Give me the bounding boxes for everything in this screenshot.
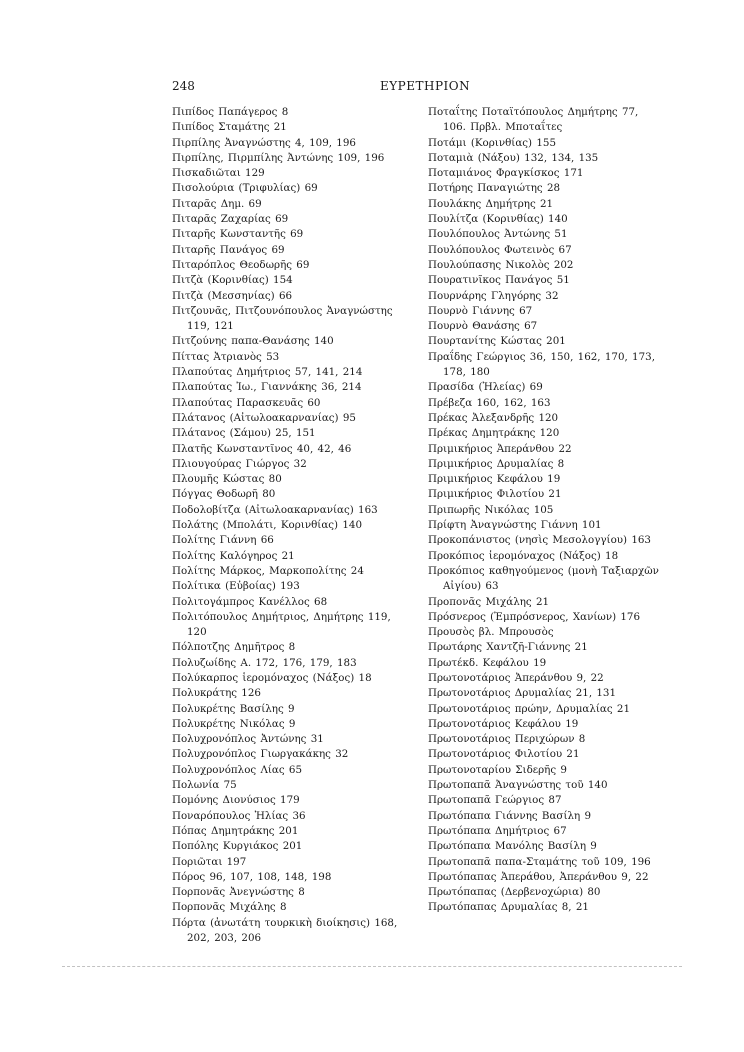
index-entry: Πρωτονοταρίου Σιδερῆς 9 [428, 763, 567, 776]
index-entry: Ποτάμι (Κορινθίας) 155 [428, 136, 556, 149]
index-entry: Πλάτανος (Αἰτωλοακαρνανίας) 95 [172, 411, 356, 424]
index-entry: Πουλόπουλος Φωτεινὸς 67 [428, 243, 572, 256]
index-entry: Πρέκας Ἀλεξανδρῆς 120 [428, 411, 559, 424]
index-entry: Πρωτονοτάριος Περιχώρων 8 [428, 733, 586, 746]
index-entry: Πολυχρονόπλος Ἀντώνης 31 [172, 733, 324, 746]
index-entry: Ποριῶται 197 [172, 855, 247, 868]
index-entry: Πόγγας Θοδωρῆ 80 [172, 488, 276, 501]
index-entry: Πορπονᾶς Μιχάλης 8 [172, 901, 287, 914]
index-entry: Πρωτόπαπα Γιάννης Βασίλη 9 [428, 809, 592, 822]
index-entry: Πρωτόπαπα Δημήτριος 67 [428, 824, 567, 837]
index-entry: Πουλάκης Δημήτρης 21 [428, 197, 554, 210]
index-entry: Πουλίτζα (Κορινθίας) 140 [428, 213, 568, 226]
index-entry: Πουλούπασης Νικολὸς 202 [428, 258, 574, 271]
index-entry: Πισολούρια (Τριφυλίας) 69 [172, 182, 318, 195]
index-entry: Ποδολοβίτζα (Αἰτωλοακαρνανίας) 163 [172, 503, 378, 516]
page-number: 248 [172, 79, 195, 93]
index-entry: Πολάτης (Μπολάτι, Κορινθίας) 140 [172, 519, 362, 532]
index-entry: Πιταρόπλος Θεοδωρῆς 69 [172, 258, 310, 271]
index-entry: Πόρος 96, 107, 108, 148, 198 [172, 870, 332, 883]
index-entry: Ποπόλης Κυργιάκος 201 [172, 840, 303, 853]
index-entry: Πολίτικα (Εὐβοίας) 193 [172, 580, 300, 593]
index-entry: Πρωτονοτάριος Ἀπεράνθου 9, 22 [428, 671, 604, 684]
index-entry: Πρίφτη Ἀναγνώστης Γιάννη 101 [428, 519, 602, 532]
index-entry: Πολιτογάμπρος Κανέλλος 68 [172, 595, 328, 608]
scan-artifact-line [62, 966, 682, 967]
index-entry: Προπονᾶς Μιχάλης 21 [428, 595, 550, 608]
index-entry: Πρωτονοτάριος Φιλοτίου 21 [428, 748, 580, 761]
index-entry: Πουρτανίτης Κώστας 201 [428, 335, 566, 348]
index-entry: Πιταρῆς Κωνσταντῆς 69 [172, 228, 304, 241]
index-entry: Πλουμῆς Κώστας 80 [172, 473, 282, 486]
index-entry: Πρωτοπαπᾶ Γεώργιος 87 [428, 794, 562, 807]
index-entry: Πριμικήριος Φιλοτίου 21 [428, 488, 562, 501]
index-entry: Πρωτόπαπας Δρυμαλίας 8, 21 [428, 901, 589, 914]
index-entry: Ποταΐτης Ποταϊτόπουλος Δημήτρης 77, 106. Πρβλ. Μποταΐτες [428, 106, 639, 134]
index-entry: Ποναρόπουλος Ἠλίας 36 [172, 809, 306, 822]
index-entry: Προκόπιος καθηγούμενος (μονὴ Ταξιαρχῶν Αἰγίου) 63 [428, 564, 659, 593]
index-entry: Πιπίδος Παπάγερος 8 [172, 106, 289, 118]
index-entry: Πορπονᾶς Ἀνεγνώστης 8 [172, 886, 305, 899]
index-entry: Πριπωρῆς Νικόλας 105 [428, 503, 554, 516]
index-entry: Πολυχρονόπλος Λίας 65 [172, 763, 303, 776]
index-entry: Πρωτέκδ. Κεφάλου 19 [428, 656, 547, 669]
index-entry: Πουλόπουλος Ἀντώνης 51 [428, 228, 568, 241]
index-entry: Πουρνάρης Γληγόρης 32 [428, 289, 559, 302]
index-entry: Προκόπιος ἱερομόναχος (Νάξος) 18 [428, 549, 619, 562]
index-entry: Πολύκαρπος ἱερομόναχος (Νάξος) 18 [172, 671, 372, 684]
index-entry: Πρωτόπαπα Μανόλης Βασίλη 9 [428, 840, 597, 853]
index-entry: Πλάτανος (Σάμου) 25, 151 [172, 427, 316, 440]
index-entry: Πιταρᾶς Δημ. 69 [172, 197, 262, 210]
index-entry: Πόλποτζης Δημῆτρος 8 [172, 641, 296, 654]
index-entry: Πλιουγούρας Γιώργος 32 [172, 457, 307, 470]
index-entry: Πολυκρέτης Βασίλης 9 [172, 702, 295, 715]
index-entry: Πολυκράτης 126 [172, 687, 261, 700]
index-entry: Πολυχρονόπλος Γιωργακάκης 32 [172, 748, 349, 761]
index-entry: Πρωτοπαπᾶ παπα-Σταμάτης τοῦ 109, 196 [428, 855, 651, 868]
index-entry: Πολίτης Μάρκος, Μαρκοπολίτης 24 [172, 564, 364, 577]
index-entry: Πολυζωίδης Α. 172, 176, 179, 183 [172, 656, 357, 669]
index-entry: Πλαπούτας Δημήτριος 57, 141, 214 [172, 366, 363, 379]
index-entry: Πρωτονοτάριος Κεφάλου 19 [428, 717, 579, 730]
index-entry: Πλαπούτας Παρασκευᾶς 60 [172, 396, 321, 409]
index-entry: Προυσὸς βλ. Μπρουσὸς [428, 626, 554, 639]
index-entry: Προκοπάνιστος (νησὶς Μεσολογγίου) 163 [428, 534, 651, 547]
index-entry: Πιτζούνης παπα-Θανάσης 140 [172, 335, 334, 348]
index-entry: Πιρπίλης, Πιρμπίλης Ἀντώνης 109, 196 [172, 151, 385, 164]
index-entry: Πραΐδης Γεώργιος 36, 150, 162, 170, 173, 178, 180 [428, 350, 655, 379]
index-entry: Πολιτόπουλος Δημήτριος, Δημήτρης 119, 120 [172, 610, 391, 639]
index-entry: Πολίτης Καλόγηρος 21 [172, 549, 295, 562]
index-entry: Πομόνης Διονύσιος 179 [172, 794, 300, 807]
index-entry: Πλαπούτας Ἰω., Γιαννάκης 36, 214 [172, 381, 362, 394]
index-entry: Πλατῆς Κωνσταντῖνος 40, 42, 46 [172, 442, 352, 455]
index-entry: Πρωτόπαπας Ἀπεράθου, Ἀπεράνθου 9, 22 [428, 870, 649, 883]
index-entry: Πόρτα (ἀνωτάτη τουρκικὴ διοίκησις) 168, 202, 203, 206 [172, 916, 398, 945]
index-entry: Ποταμιάνος Φραγκίσκος 171 [428, 167, 584, 180]
index-entry: Πρασίδα (Ἠλείας) 69 [428, 381, 543, 394]
index-entry: Πιταρᾶς Ζαχαρίας 69 [172, 213, 289, 226]
index-column-right [428, 105, 660, 916]
index-entry: Ποτήρης Παναγιώτης 28 [428, 182, 561, 195]
index-entry: Πρωτόπαπας (Δερβενοχώρια) 80 [428, 886, 601, 899]
index-entry: Πιτζὰ (Κορινθίας) 154 [172, 274, 293, 287]
index-entry: Πόπας Δημητράκης 201 [172, 824, 299, 837]
index-entry: Πρέκας Δημητράκης 120 [428, 427, 560, 440]
index-entry: Πριμικήριος Δρυμαλίας 8 [428, 457, 565, 470]
index-entry: Πιπίδος Σταμάτης 21 [172, 121, 287, 134]
index-entry: Πρέβεζα 160, 162, 163 [428, 396, 551, 409]
index-entry: Πισκαδιῶται 129 [172, 167, 265, 180]
index-entry: Πολωνία 75 [172, 779, 237, 792]
index-entry: Πιτζουνᾶς, Πιτζουνόπουλος Ἀναγνώστης 119, 121 [172, 304, 393, 333]
index-entry: Πριμικήριος Ἀπεράνθου 22 [428, 442, 572, 455]
index-entry: Ποταμιὰ (Νάξου) 132, 134, 135 [428, 151, 599, 164]
index-entry: Πρόσνερος (Ἐμπρόσνερος, Χανίων) 176 [428, 610, 641, 623]
index-entry: Πρωτοπαπᾶ Ἀναγνώστης τοῦ 140 [428, 779, 608, 792]
index-entry: Πιτζὰ (Μεσσηνίας) 66 [172, 289, 293, 302]
index-entry: Πιταρῆς Πανάγος 69 [172, 243, 285, 256]
index-column-left [172, 105, 404, 946]
index-entry: Πουρατινῖκος Πανάγος 51 [428, 274, 570, 287]
running-title: ΕΥΡΕΤΗΡΙΟΝ [380, 79, 471, 93]
index-entry: Πιρπίλης Ἀναγνώστης 4, 109, 196 [172, 136, 356, 149]
index-entry: Πρωτονοτάριος πρώην, Δρυμαλίας 21 [428, 702, 631, 715]
index-entry: Πουρνὸ Γιάννης 67 [428, 304, 533, 317]
index-entry: Πολίτης Γιάννη 66 [172, 534, 274, 547]
index-entry: Πρωτάρης Χαντζῆ-Γιάννης 21 [428, 641, 588, 654]
index-entry: Πρωτονοτάριος Δρυμαλίας 21, 131 [428, 687, 617, 700]
index-entry: Πριμικήριος Κεφάλου 19 [428, 473, 561, 486]
index-entry: Πίττας Ἀτριανὸς 53 [172, 350, 280, 363]
index-entry: Πουρνὸ Θανάσης 67 [428, 320, 538, 333]
index-entry: Πολυκρέτης Νικόλας 9 [172, 717, 296, 730]
